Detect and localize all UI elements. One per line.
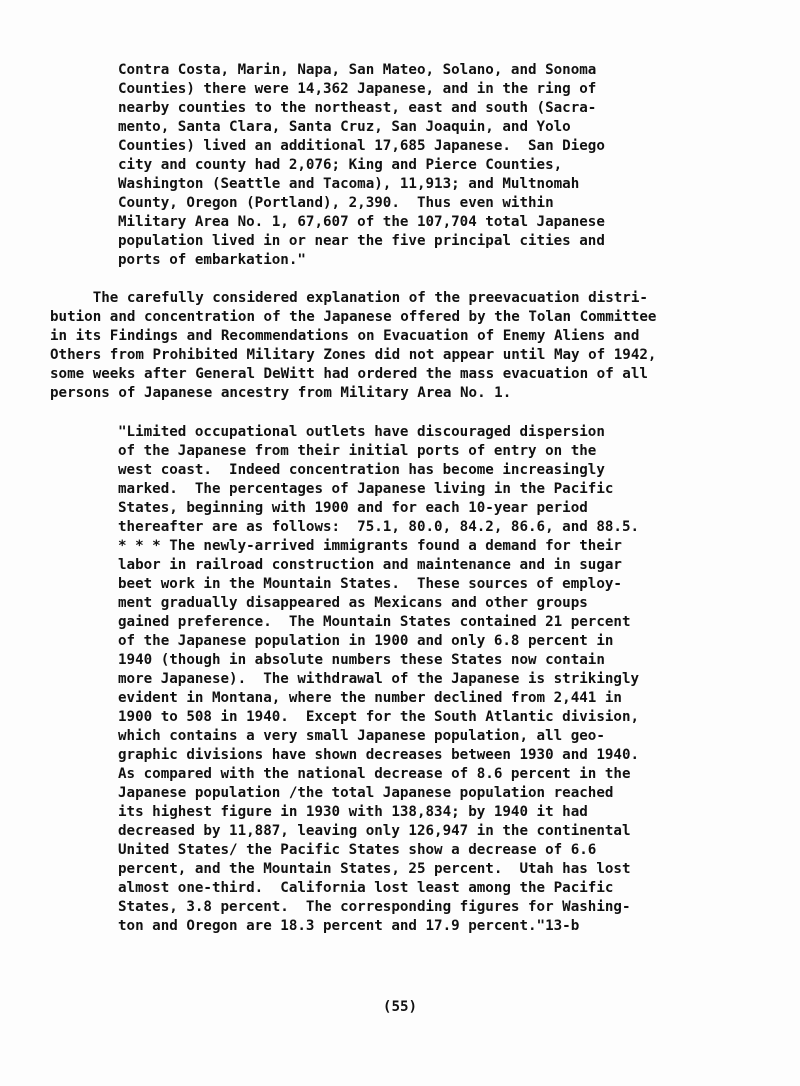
text-line: of the Japanese from their initial ports of entry on the: [118, 443, 597, 459]
text-line: beet work in the Mountain States. These sources of employ-: [118, 576, 622, 592]
text-line: marked. The percentages of Japanese living in the Pacific: [118, 481, 614, 497]
text-line: thereafter are as follows: 75.1, 80.0, 84.2, 86.6, and 88.5.: [118, 519, 640, 535]
text-line: States, 3.8 percent. The corresponding figures for Washing-: [118, 899, 631, 915]
text-line: ment gradually disappeared as Mexicans and other groups: [118, 595, 588, 611]
quote-continuation: [118, 61, 605, 270]
text-line: mento, Santa Clara, Santa Cruz, San Joaquin, and Yolo: [118, 119, 571, 135]
text-line: * * * The newly-arrived immigrants found a demand for their: [118, 538, 622, 554]
text-line: ton and Oregon are 18.3 percent and 17.9 percent."13-b: [118, 918, 580, 934]
text-line: city and county had 2,076; King and Pierce Counties,: [118, 157, 563, 173]
text-line: Japanese population /the total Japanese population reached: [118, 785, 614, 801]
text-line: its highest figure in 1930 with 138,834; by 1940 it had: [118, 804, 588, 820]
text-line: graphic divisions have shown decreases between 1930 and 1940.: [118, 747, 640, 763]
text-line: County, Oregon (Portland), 2,390. Thus even within: [118, 195, 554, 211]
text-line: Counties) there were 14,362 Japanese, and in the ring of: [118, 81, 597, 97]
text-line: in its Findings and Recommendations on Evacuation of Enemy Aliens and: [50, 328, 640, 344]
text-line: persons of Japanese ancestry from Military Area No. 1.: [50, 385, 512, 401]
text-line: Contra Costa, Marin, Napa, San Mateo, Solano, and Sonoma: [118, 62, 597, 78]
text-line: gained preference. The Mountain States contained 21 percent: [118, 614, 631, 630]
text-line: west coast. Indeed concentration has become increasingly: [118, 462, 605, 478]
text-line: As compared with the national decrease of 8.6 percent in the: [118, 766, 631, 782]
text-line: almost one-third. California lost least among the Pacific: [118, 880, 614, 896]
text-line: States, beginning with 1900 and for each 10-year period: [118, 500, 588, 516]
text-line: bution and concentration of the Japanese offered by the Tolan Committee: [50, 309, 657, 325]
text-line: of the Japanese population in 1900 and only 6.8 percent in: [118, 633, 614, 649]
text-line: some weeks after General DeWitt had ordered the mass evacuation of all: [50, 366, 648, 382]
text-line: percent, and the Mountain States, 25 percent. Utah has lost: [118, 861, 631, 877]
text-line: population lived in or near the five principal cities and: [118, 233, 605, 249]
body-paragraph: [50, 289, 656, 403]
text-line: Others from Prohibited Military Zones did not appear until May of 1942,: [50, 347, 657, 363]
text-line: Military Area No. 1, 67,607 of the 107,704 total Japanese: [118, 214, 605, 230]
page-number: (55): [382, 999, 418, 1015]
text-line: ports of embarkation.": [118, 252, 306, 268]
text-line: more Japanese). The withdrawal of the Japanese is strikingly: [118, 671, 640, 687]
text-line: United States/ the Pacific States show a decrease of 6.6: [118, 842, 597, 858]
text-line: The carefully considered explanation of the preevacuation distri-: [50, 290, 648, 306]
text-line: Counties) lived an additional 17,685 Japanese. San Diego: [118, 138, 605, 154]
text-line: which contains a very small Japanese population, all geo-: [118, 728, 605, 744]
text-line: decreased by 11,887, leaving only 126,947 in the continental: [118, 823, 631, 839]
text-line: evident in Montana, where the number declined from 2,441 in: [118, 690, 622, 706]
text-line: 1940 (though in absolute numbers these States now contain: [118, 652, 605, 668]
text-line: "Limited occupational outlets have discouraged dispersion: [118, 424, 605, 440]
tolan-committee-quote: [118, 423, 639, 936]
text-line: 1900 to 508 in 1940. Except for the South Atlantic division,: [118, 709, 640, 725]
text-line: Washington (Seattle and Tacoma), 11,913; and Multnomah: [118, 176, 580, 192]
text-line: nearby counties to the northeast, east and south (Sacra-: [118, 100, 597, 116]
text-line: labor in railroad construction and maintenance and in sugar: [118, 557, 622, 573]
